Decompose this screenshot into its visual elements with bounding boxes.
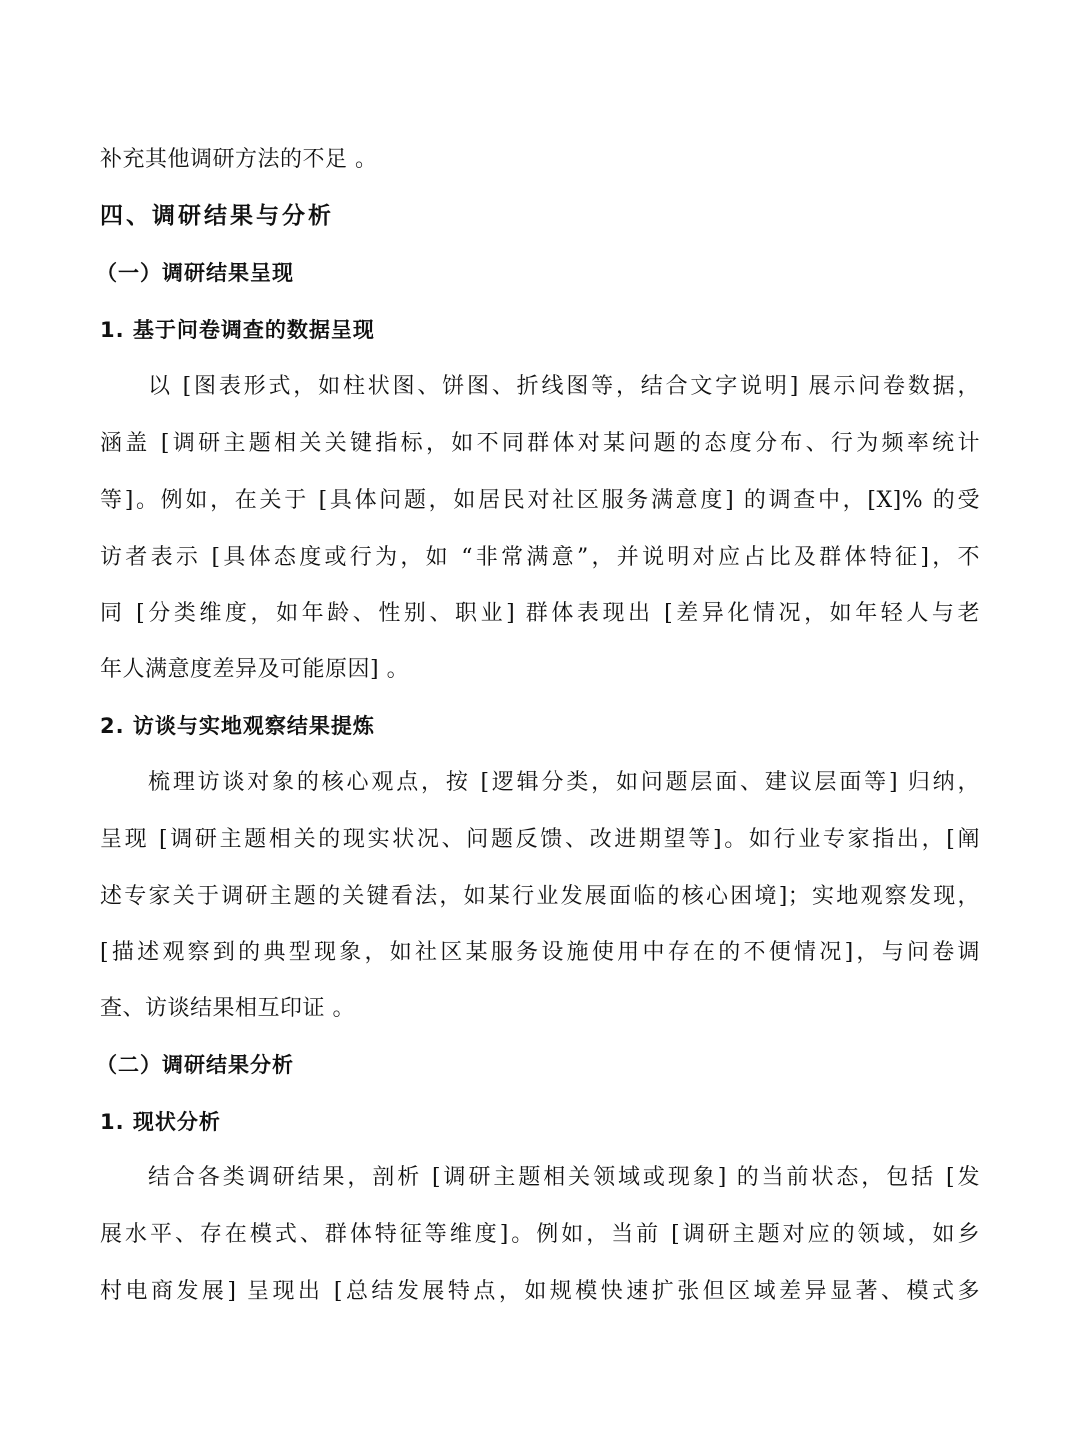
subsection-heading: （二）调研结果分析 [96,1053,294,1077]
paragraph-line: 梳理访谈对象的核心观点，按 [逻辑分类，如问题层面、建议层面等] 归纳， [148,770,980,795]
paragraph-line: 以 [图表形式，如柱状图、饼图、折线图等，结合文字说明] 展示问卷数据， [148,374,980,399]
subsection-heading: （一）调研结果呈现 [96,261,294,285]
paragraph-line: 村电商发展] 呈现出 [总结发展特点，如规模快速扩张但区域差异显著、模式多 [100,1279,980,1304]
item-heading: 1. 基于问卷调查的数据呈现 [100,318,375,342]
paragraph-line: 同 [分类维度，如年龄、性别、职业] 群体表现出 [差异化情况，如年轻人与老 [100,601,980,626]
paragraph-line: 结合各类调研结果，剖析 [调研主题相关领域或现象] 的当前状态，包括 [发 [148,1165,980,1190]
paragraph-line: 展水平、存在模式、群体特征等维度]。例如，当前 [调研主题对应的领域，如乡 [100,1222,980,1247]
paragraph-line: [描述观察到的典型现象，如社区某服务设施使用中存在的不便情况]，与问卷调 [100,940,980,965]
paragraph-line: 补充其他调研方法的不足 。 [100,147,378,172]
paragraph-line: 述专家关于调研主题的关键看法，如某行业发展面临的核心困境]；实地观察发现， [100,884,980,909]
paragraph-line: 访者表示 [具体态度或行为，如 “非常满意”，并说明对应占比及群体特征]，不 [100,545,980,570]
paragraph-line: 查、访谈结果相互印证 。 [100,996,355,1021]
item-heading: 1. 现状分析 [100,1110,221,1134]
paragraph-line: 涵盖 [调研主题相关关键指标，如不同群体对某问题的态度分布、行为频率统计 [100,431,980,456]
paragraph-line: 等]。例如，在关于 [具体问题，如居民对社区服务满意度] 的调查中，[X]% 的受 [100,488,980,513]
section-heading: 四、调研结果与分析 [100,203,334,229]
item-heading: 2. 访谈与实地观察结果提炼 [100,714,375,738]
paragraph-line: 年人满意度差异及可能原因] 。 [100,657,410,682]
paragraph-line: 呈现 [调研主题相关的现实状况、问题反馈、改进期望等]。如行业专家指出，[阐 [100,827,980,852]
